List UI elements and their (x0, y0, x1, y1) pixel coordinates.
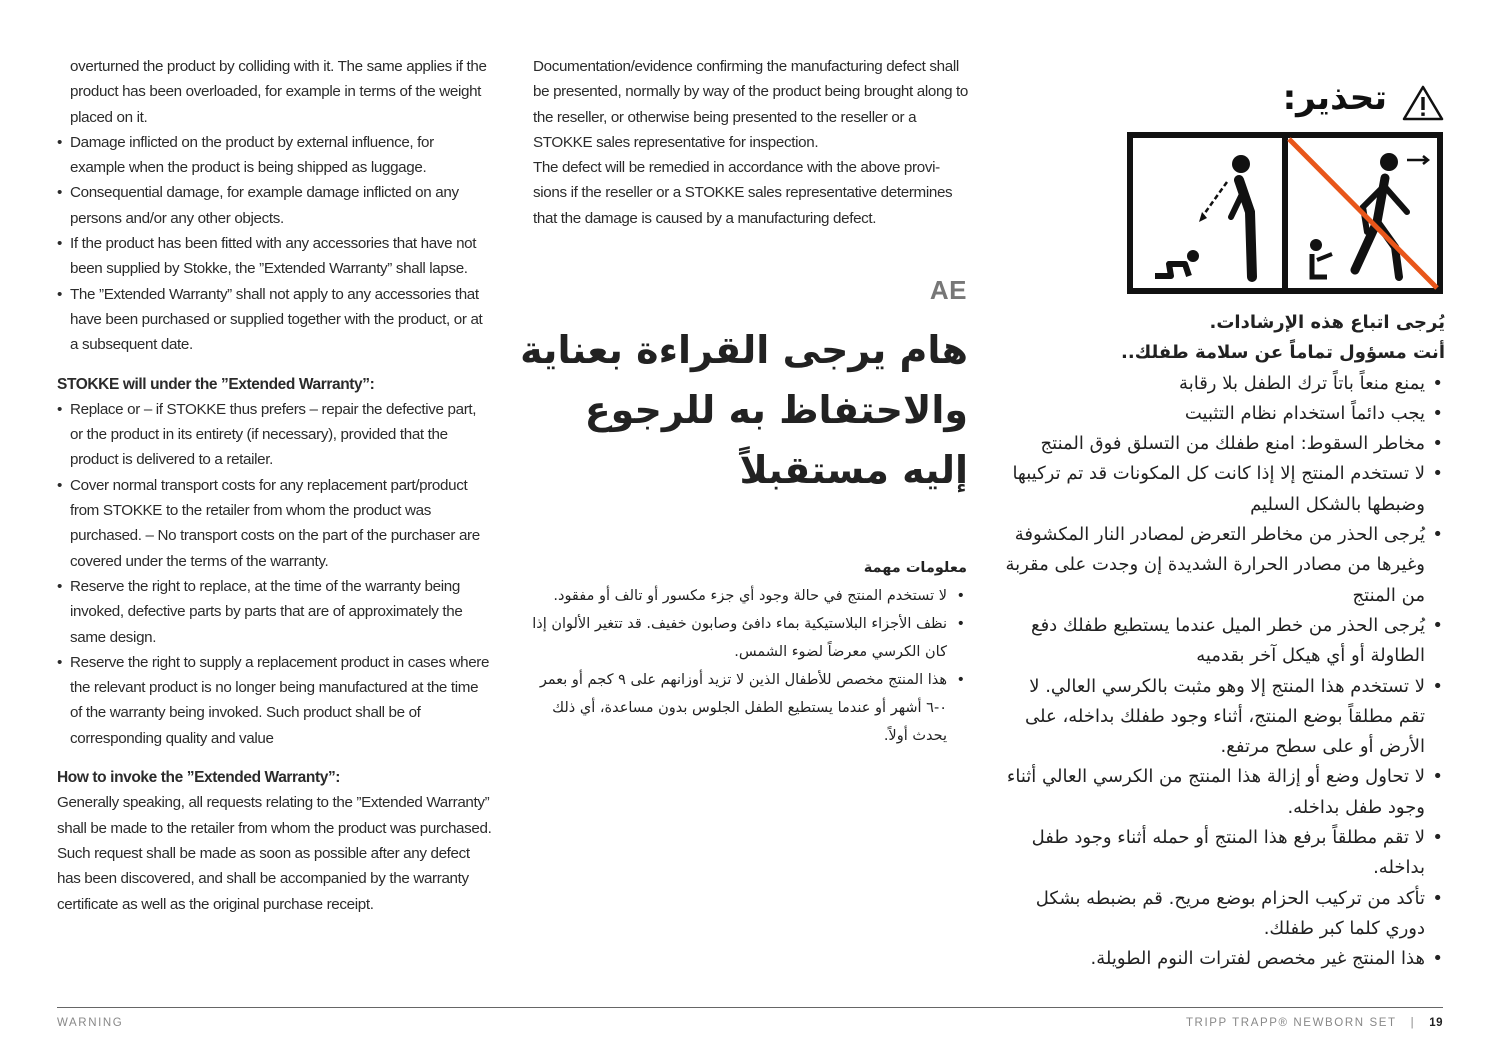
list-item: • يُرجى الحذر من خطر الميل عندما يستطيع طفلك دفع الطاولة أو أي هيكل آخر بقدميه (1005, 611, 1445, 672)
list-item: • لا تحاول وضع أو إزالة هذا المنتج من الكرسي العالي أثناء وجود طفل بداخله. (1005, 762, 1445, 823)
list-item: • يمنع منعاً باتاً ترك الطفل بلا رقابة (1005, 369, 1445, 399)
middle-column (533, 54, 968, 231)
info-heading: معلومات مهمة (863, 560, 967, 576)
list-item: • Replace or – if STOKKE thus prefers – repair the defective part, or the product in its entirety (if necessary), provided that the product is delivered to a retailer. (57, 397, 492, 473)
footer-product: TRIPP TRAPP® NEWBORN SET (1185, 1017, 1397, 1029)
list-item: • The ”Extended Warranty” shall not apply to any accessories that have been purchased or supplied together with the product, or at a subsequent date. (57, 282, 492, 358)
list-item: • لا تقم مطلقاً برفع هذا المنتج أو حمله أثناء وجود طفل بداخله. (1005, 823, 1445, 884)
intro-line: أنت مسؤول تماماً عن سلامة طفلك.. (1121, 342, 1445, 364)
list-item: • If the product has been fitted with any accessories that have not been supplied by Stokke, the ”Extended Warranty” shall lapse. (57, 231, 492, 282)
remedy-text: The defect will be remedied in accordance with the above provi-sions if the reseller or a STOKKE sales representative determines that the damage is caused by a manufacturing defect. (533, 159, 953, 227)
list-item: • Damage inflicted on the product by external influence, for example when the product is being shipped as luggage. (57, 130, 492, 181)
stokke-list (57, 397, 492, 751)
footer-section-label: WARNING (57, 1017, 124, 1029)
list-item: • نظف الأجزاء البلاستيكية بماء دافئ وصابون خفيف. قد تتغير الألوان إذا كان الكرسي معرضاً لضوء الشمس. (530, 610, 967, 666)
page-number: 19 (1429, 1017, 1443, 1029)
intro-line: يُرجى اتباع هذه الإرشادات. (1209, 312, 1445, 333)
invoke-heading: How to invoke the ”Extended Warranty”: (57, 769, 341, 787)
info-list (530, 582, 967, 750)
left-column (57, 54, 492, 917)
list-item: • مخاطر السقوط: امنع طفلك من التسلق فوق المنتج (1005, 429, 1445, 459)
list-item: • تأكد من تركيب الحزام بوضع مريح. قم بضبطه بشكل دوري كلما كبر طفلك. (1005, 884, 1445, 945)
documentation-text: Documentation/evidence confirming the manufacturing defect shall be presented, normally by way of the product being brought along to the reseller, or otherwise being presented to the reseller or a STOKKE sales representative for inspection. (533, 58, 969, 151)
warning-triangle-icon (1401, 84, 1445, 122)
intro-continuation: overturned the product by colliding with it. The same applies if the product has been overloaded, for example in terms of the weight placed on it. (70, 58, 487, 126)
footer-right (1186, 1017, 1443, 1029)
warning-heading (1230, 78, 1445, 128)
language-code: AE (929, 275, 967, 305)
supervision-pictogram (1127, 132, 1443, 294)
arabic-title: هام يرجى القراءة بعناية والاحتفاظ به للرجوع إليه مستقبلاً (520, 328, 968, 492)
footer-separator: | (1410, 1017, 1416, 1029)
list-item: • Consequential damage, for example damage inflicted on any persons and/or any other objects. (57, 180, 492, 231)
warning-instructions (1005, 308, 1445, 975)
list-item: • لا تستخدم المنتج إلا إذا كانت كل المكونات قد تم تركيبها وضبطها بالشكل السليم (1005, 459, 1445, 520)
stokke-heading: STOKKE will under the ”Extended Warranty”: (57, 375, 375, 393)
important-info (530, 554, 967, 750)
warning-title: تحذير: (1282, 78, 1387, 118)
list-item: • Cover normal transport costs for any replacement part/product from STOKKE to the retailer from whom the product was purchased. – No transport costs on the part of the purchaser are covered under the terms of the warranty. (57, 473, 492, 574)
exclusions-list (57, 130, 492, 358)
warning-list (1005, 369, 1445, 975)
list-item: • لا تستخدم هذا المنتج إلا وهو مثبت بالكرسي العالي. لا تقم مطلقاً بوضع المنتج، أثناء وجود طفلك بداخله، على الأرض أو على سطح مرتفع. (1005, 672, 1445, 763)
footer-divider (57, 1007, 1443, 1008)
list-item: • لا تستخدم المنتج في حالة وجود أي جزء مكسور أو تالف أو مفقود. (530, 582, 967, 610)
list-item: • هذا المنتج غير مخصص لفترات النوم الطويلة. (1005, 944, 1445, 974)
list-item: • هذا المنتج مخصص للأطفال الذين لا تزيد أوزانهم على ٩ كجم أو بعمر ٠-٦ أشهر أو عندما يستطيع الطفل الجلوس بدون مساعدة، أي ذلك يحدث أولاً. (530, 666, 967, 750)
list-item: • يجب دائماً استخدام نظام التثبيت (1005, 399, 1445, 429)
list-item: • Reserve the right to replace, at the time of the warranty being invoked, defective parts by parts that are of approximately the same design. (57, 574, 492, 650)
list-item: • يُرجى الحذر من مخاطر التعرض لمصادر النار المكشوفة وغيرها من مصادر الحرارة الشديدة إن وجدت على مقربة من المنتج (1005, 520, 1445, 611)
invoke-text: Generally speaking, all requests relating to the ”Extended Warranty” shall be made to the retailer from whom the product was purchased. Such request shall be made as soon as possible after any defect has been discovered, and shall be accompanied by the warranty certificate as well as the original purchase receipt. (57, 794, 492, 913)
list-item: • Reserve the right to supply a replacement product in cases where the relevant product is no longer being manufactured at the time of the warranty being invoked. Such product shall be of corresponding quality and value (57, 650, 492, 751)
